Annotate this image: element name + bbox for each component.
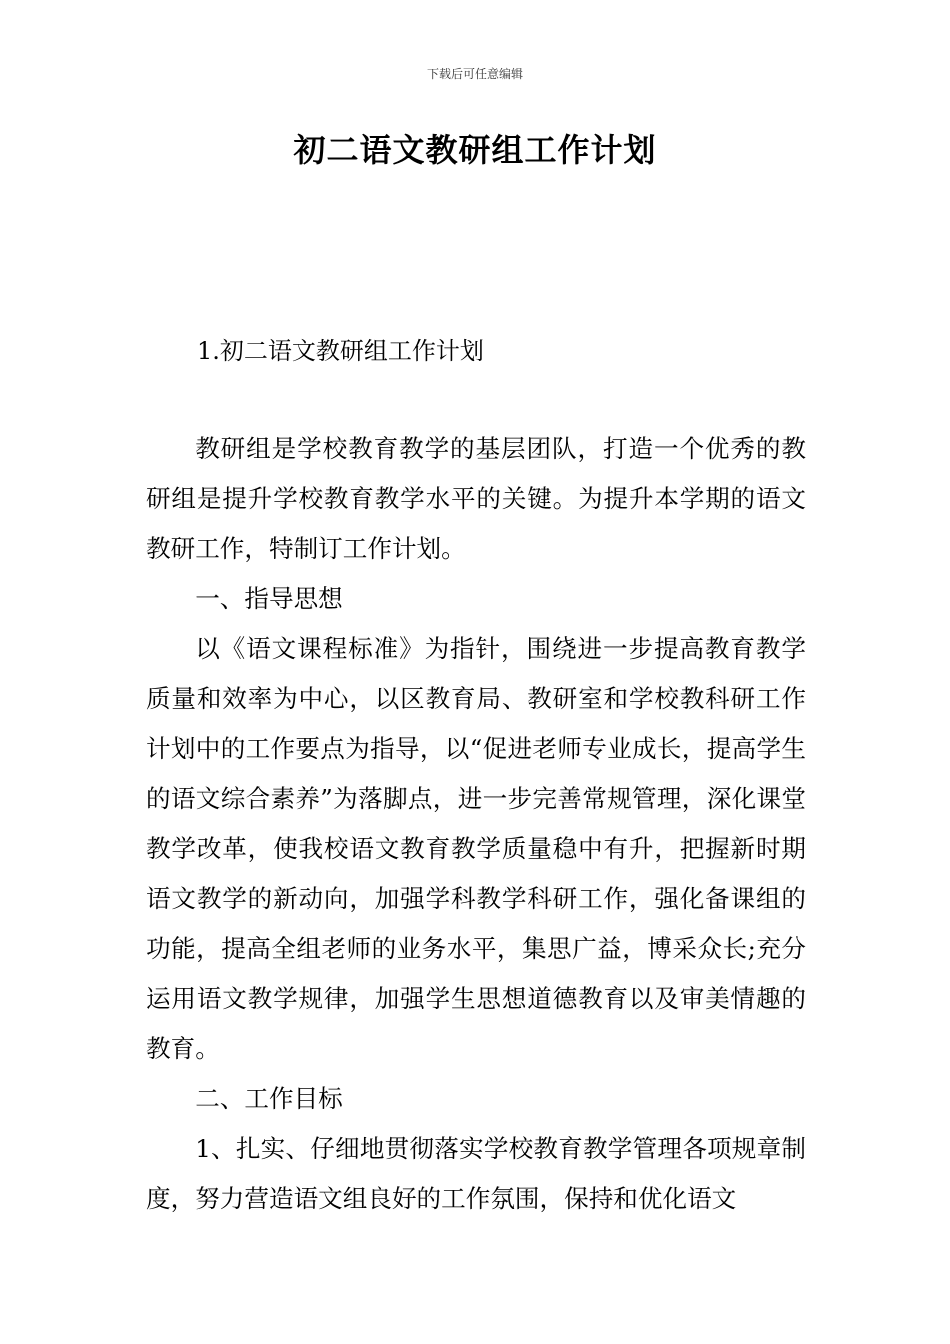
header-note: 下载后可任意编辑 [426, 67, 523, 81]
document-title: 初二语文教研组工作计划 [293, 131, 657, 169]
section-heading: 1.初二语文教研组工作计划 [197, 337, 484, 365]
paragraph-intro: 教研组是学校教育教学的基层团队，打造一个优秀的教研组是提升学校教育教学水平的关键。为提升本学期的语文教研工作，特制订工作计划。 [146, 434, 806, 563]
heading-work-goals: 二、工作目标 [195, 1084, 343, 1113]
paragraph-goal-1: 1、扎实、仔细地贯彻落实学校教育教学管理各项规章制度，努力营造语文组良好的工作氛围，保持和优化语文 [146, 1134, 806, 1213]
heading-guiding-ideology: 一、指导思想 [195, 584, 343, 613]
document-body [146, 424, 806, 1224]
paragraph-guiding-ideology: 以《语文课程标准》为指针，围绕进一步提高教育教学质量和效率为中心，以区教育局、教研室和学校教科研工作计划中的工作要点为指导，以“促进老师专业成长，提高学生的语文综合素养”为落脚点，进一步完善常规管理，深化课堂教学改革，使我校语文教育教学质量稳中有升，把握新时期语文教学的新动向，加强学科教学科研工作，强化备课组的功能，提高全组老师的业务水平，集思广益，博采众长;充分运用语文教学规律，加强学生思想道德教育以及审美情趣的教育。 [146, 634, 806, 1063]
